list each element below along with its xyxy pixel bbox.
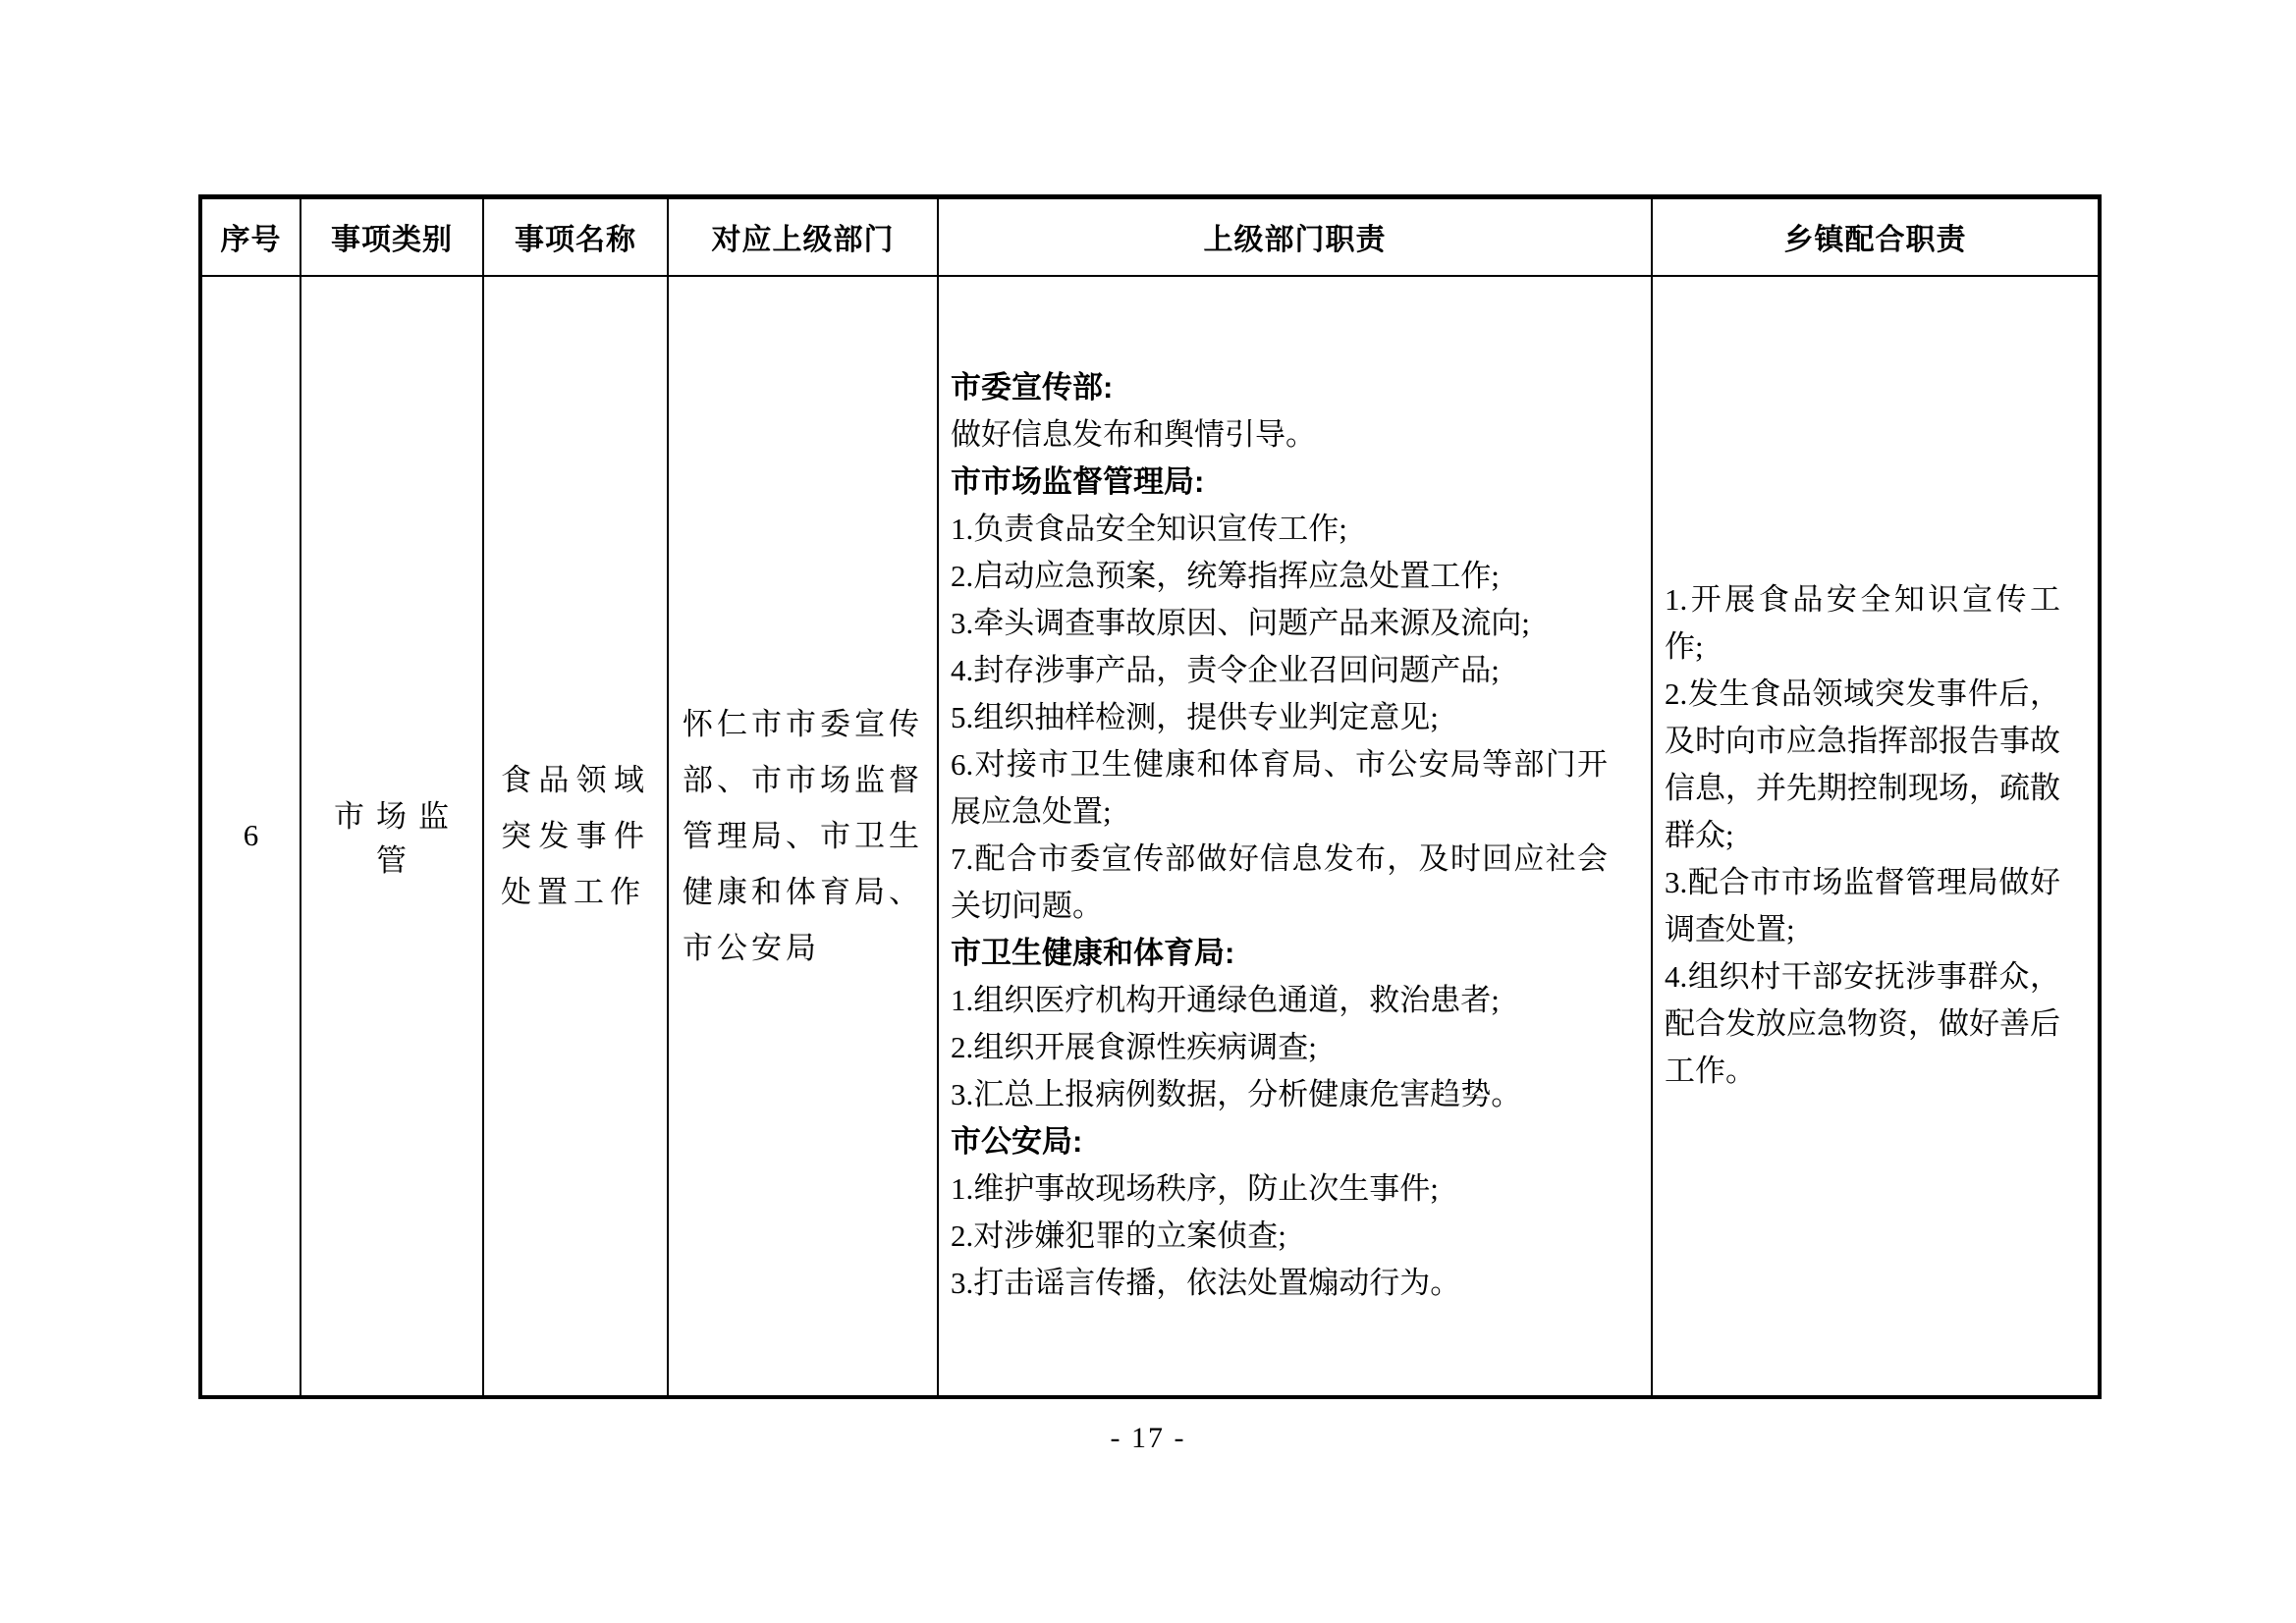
duty-item: 3.打击谣言传播，依法处置煽动行为。 [951,1266,1461,1300]
cell-index: 6 [200,276,301,1397]
duty-item: 2.组织开展食源性疾病调查; [951,1030,1317,1064]
duty-item: 1.维护事故现场秩序，防止次生事件; [951,1171,1439,1206]
duty-item: 1.开展食品安全知识宣传工作; [1665,582,2060,664]
duty-dept-heading: 市委宣传部: [951,370,1114,405]
duty-item: 3.配合市市场监督管理局做好调查处置; [1665,865,2060,947]
cell-superior-duties [938,276,1652,1397]
duty-item: 3.牵头调查事故原因、问题产品来源及流向; [951,606,1530,640]
duty-item: 做好信息发布和舆情引导。 [951,417,1316,452]
duty-item: 7.配合市委宣传部做好信息发布，及时回应社会关切问题。 [951,841,1608,923]
duty-item: 2.对涉嫌犯罪的立案侦查; [951,1218,1286,1253]
header-category: 事项类别 [301,197,483,276]
duty-item: 4.组织村干部安抚涉事群众，配合发放应急物资，做好善后工作。 [1665,959,2060,1088]
page-number: - 17 - [1110,1422,1186,1454]
header-index: 序号 [200,197,301,276]
duty-item: 6.对接市卫生健康和体育局、市公安局等部门开展应急处置; [951,747,1608,829]
responsibility-table [198,194,2102,1399]
duty-item: 4.封存涉事产品，责令企业召回问题产品; [951,653,1500,687]
cell-item-name: 食品领域突发事件处置工作 [483,276,668,1397]
duty-dept-heading: 市公安局: [951,1124,1083,1159]
duty-item: 2.发生食品领域突发事件后，及时向市应急指挥部报告事故信息，并先期控制现场，疏散群众; [1665,676,2060,852]
cell-superior-departments: 怀仁市市委宣传部、市市场监督管理局、市卫生健康和体育局、市公安局 [668,276,938,1397]
duty-item: 3.汇总上报病例数据，分析健康危害趋势。 [951,1077,1522,1111]
header-township-duties: 乡镇配合职责 [1652,197,2100,276]
duty-dept-heading: 市市场监督管理局: [951,464,1205,499]
duty-dept-heading: 市卫生健康和体育局: [951,936,1235,970]
cell-category: 市场监管 [301,276,483,1397]
duty-item: 2.启动应急预案，统筹指挥应急处置工作; [951,559,1500,593]
cell-township-duties [1652,276,2100,1397]
header-superior-departments: 对应上级部门 [668,197,938,276]
header-item-name: 事项名称 [483,197,668,276]
duty-item: 1.负责食品安全知识宣传工作; [951,512,1347,546]
header-superior-duties: 上级部门职责 [938,197,1652,276]
table-row [200,276,2100,1397]
duty-item: 5.组织抽样检测，提供专业判定意见; [951,700,1439,734]
header-row [200,197,2100,276]
duty-item: 1.组织医疗机构开通绿色通道，救治患者; [951,983,1500,1017]
